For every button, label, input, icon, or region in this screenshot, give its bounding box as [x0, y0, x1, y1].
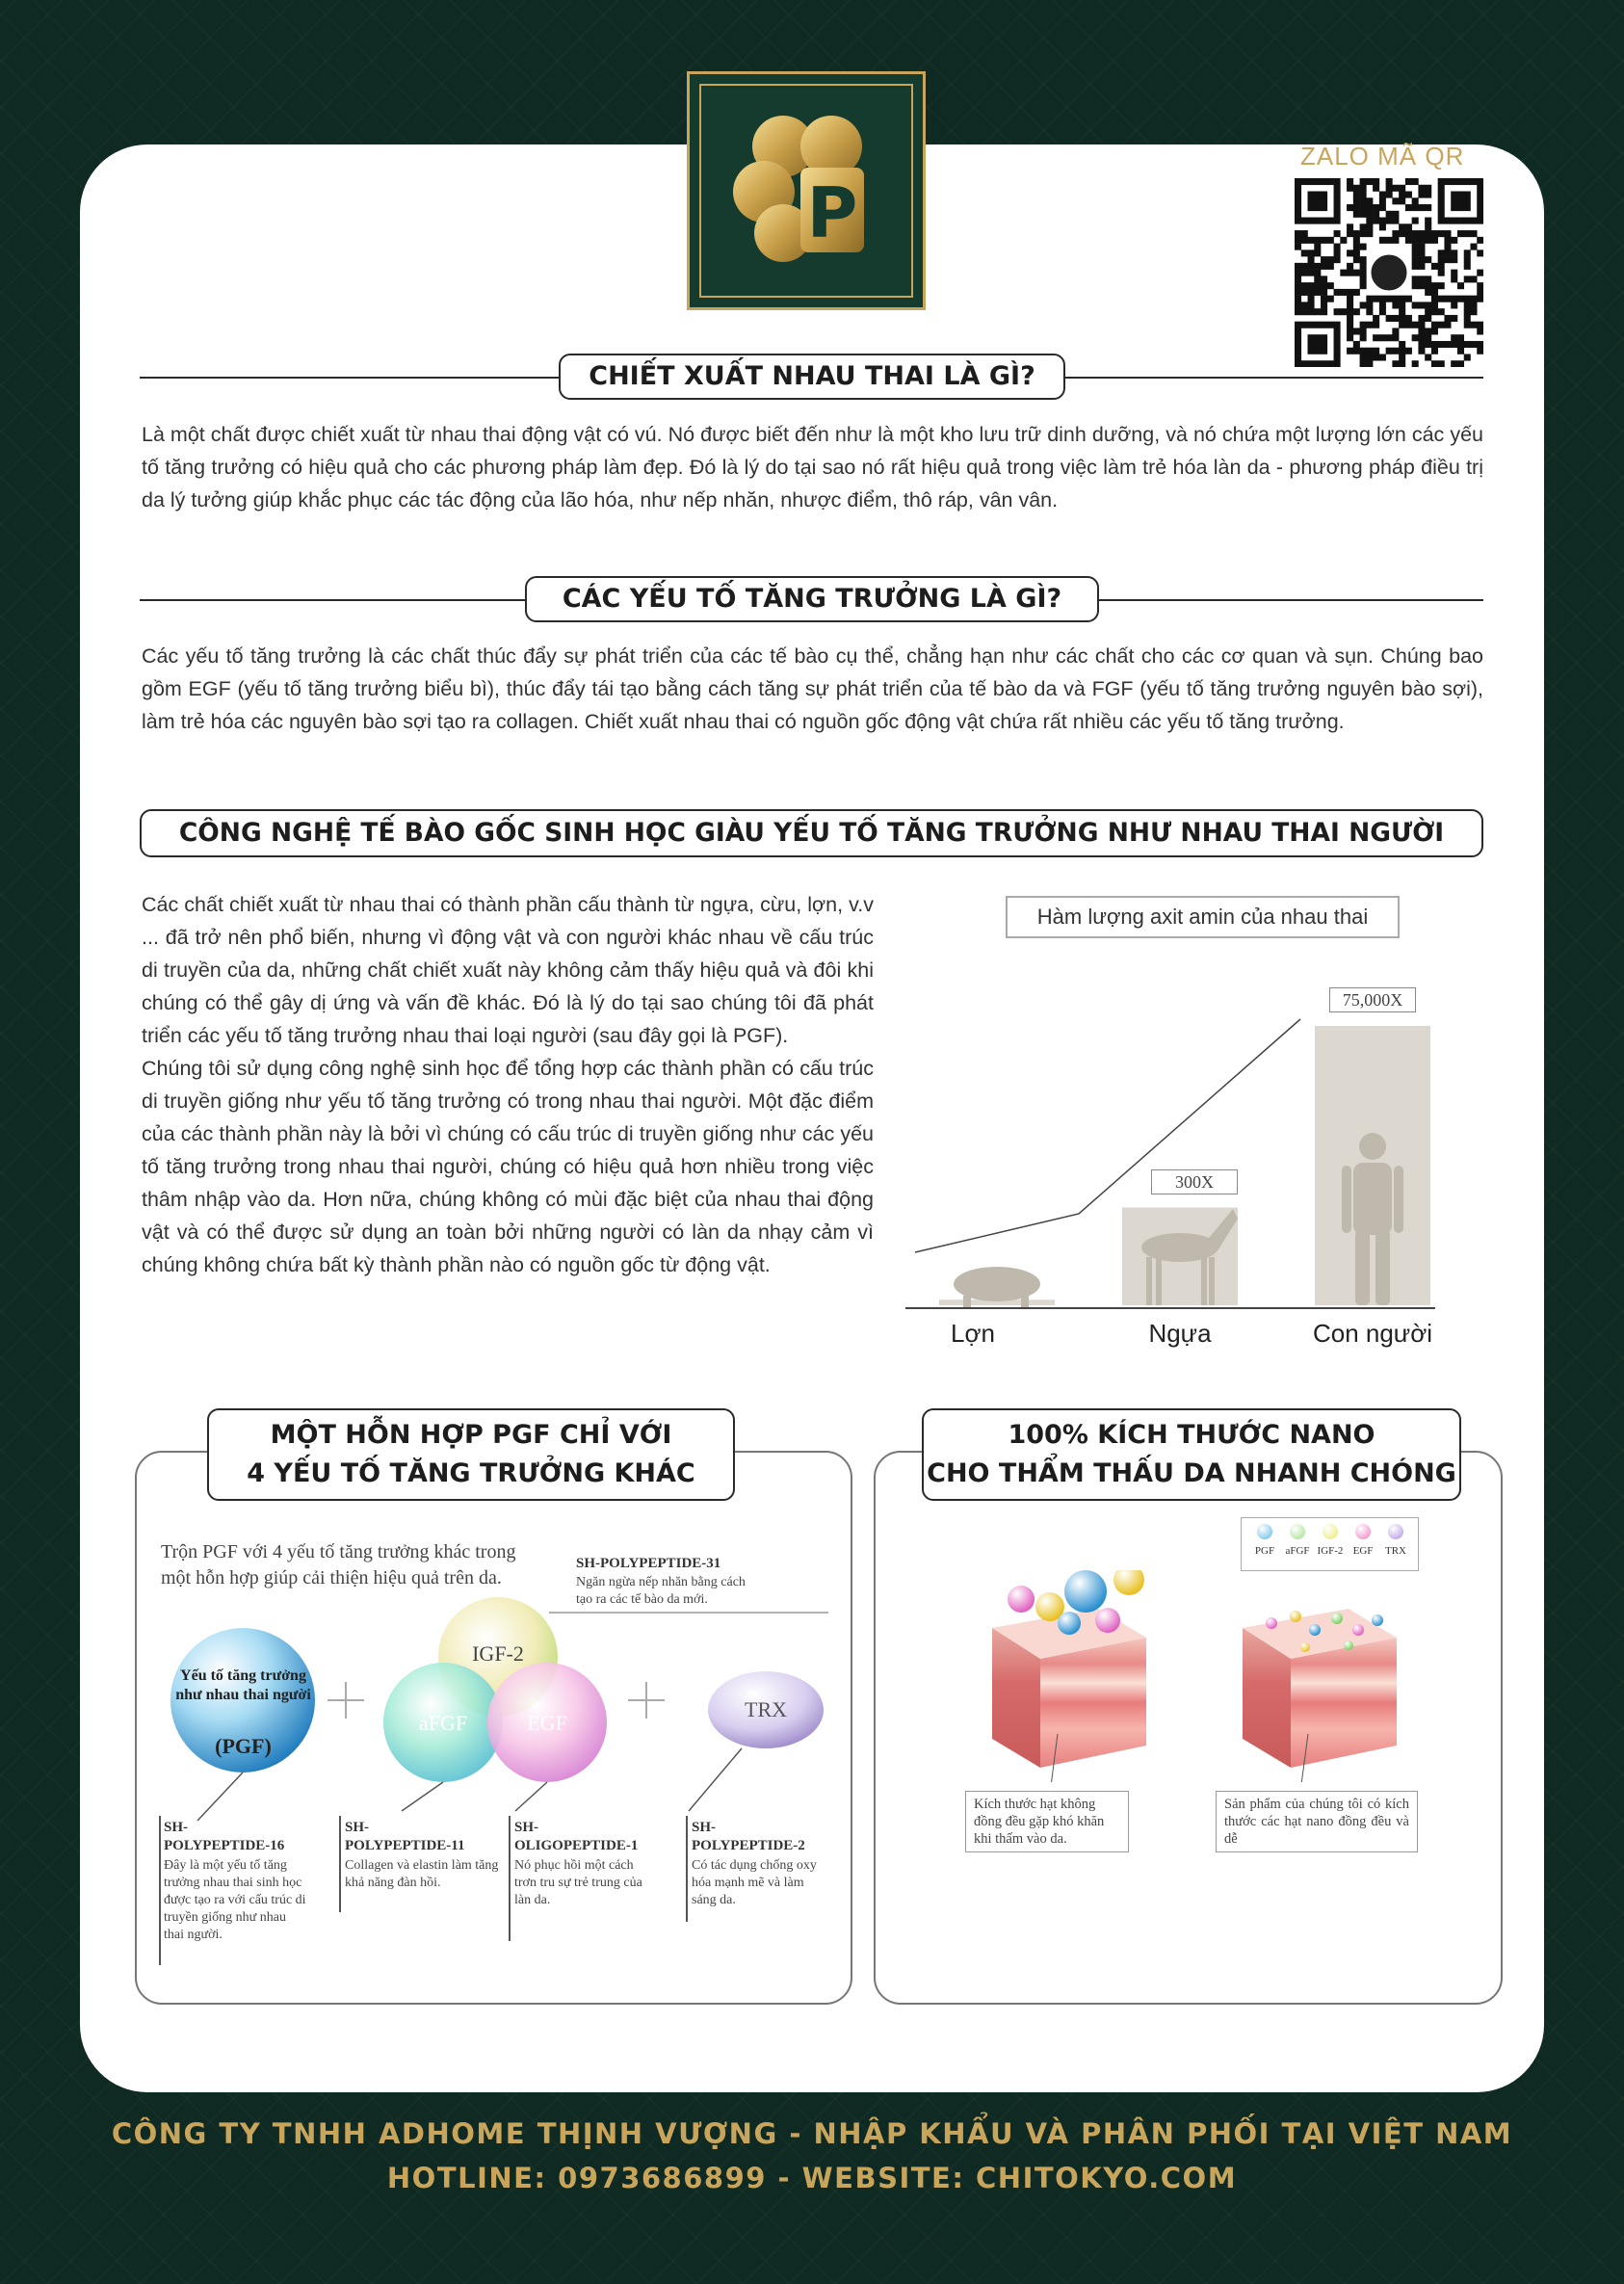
paragraph-growth-factors: Các yếu tố tăng trưởng là các chất thúc đẩy sự phát triển của các tế bào cụ thể, chẳng hạn như các chất cho các cơ quan và sụn. Chúng bao gồm EGF (yếu tố tăng trưởng biểu bì), thúc đẩy tái tạo bằng cách tăng sự phát triển của tế bào da và FGF (yếu tố tăng trưởng nguyên bào sợi), làm trẻ hóa các nguyên bào sợi tạo ra collagen. Chiết xuất nhau thai có nguồn gốc động vật chứa rất nhiều các yếu tố tăng trưởng.	[142, 644, 1483, 733]
paragraph-placenta-extract: Là một chất được chiết xuất từ nhau thai động vật có vú. Nó được biết đến như là một kho lưu trữ dinh dưỡng, và nó chứa một lượng lớn các yếu tố tăng trưởng có hiệu quả cho các phương pháp làm đẹp. Đó là lý do tại sao nó rất hiệu quả trong việc làm trẻ hóa làn da - phương pháp điều trị da lý tưởng giúp khắc phục các tác động của lão hóa, như nếp nhăn, nhược điểm, thô ráp, vân vân.	[142, 423, 1483, 512]
panel-pgf-mix-title: MỘT HỖN HỢP PGF CHỈ VỚI 4 YẾU TỐ TĂNG TRƯỞNG KHÁC	[207, 1408, 735, 1501]
peptide-11-desc: Collagen và elastin làm tăng khả năng đàn hồi.	[345, 1858, 499, 1890]
legend-dot-0	[1257, 1524, 1272, 1539]
peptide-31-name: SH-POLYPEPTIDE-31	[576, 1556, 721, 1571]
egf-label: EGF	[527, 1711, 567, 1735]
legend-label-3: EGF	[1352, 1545, 1374, 1557]
legend-label-1: aFGF	[1285, 1545, 1310, 1557]
igf2-label: IGF-2	[472, 1641, 524, 1666]
brand-logo	[687, 71, 926, 310]
pgf-intro-text: Trộn PGF với 4 yếu tố tăng trưởng khác trong một hỗn hợp giúp cải thiện hiệu quả trên da.	[161, 1541, 516, 1588]
pig-icon	[954, 1267, 1040, 1307]
peptide-16-name: SH- POLYPEPTIDE-16	[164, 1820, 285, 1853]
peptide-16-desc: Đây là một yếu tố tăng trưởng nhau thai sinh học được tạo ra với cấu trúc di truyền giống như nhau thai người.	[164, 1858, 306, 1942]
legend-dot-2	[1323, 1524, 1338, 1539]
pgf-abbr: (PGF)	[215, 1734, 272, 1758]
peptide-2-name: SH- POLYPEPTIDE-2	[692, 1820, 805, 1853]
chart-title: Hàm lượng axit amin của nhau thai	[1006, 896, 1400, 938]
value-label-2: 75,000X	[1329, 987, 1416, 1012]
peptide-11-name: SH- POLYPEPTIDE-11	[345, 1820, 465, 1853]
zalo-qr-code[interactable]	[1295, 178, 1483, 367]
legend-label-4: TRX	[1385, 1545, 1406, 1557]
heading-what-are-growth-factors: CÁC YẾU TỐ TĂNG TRƯỞNG LÀ GÌ?	[525, 576, 1099, 622]
heading-stem-cell-technology: CÔNG NGHỆ TẾ BÀO GỐC SINH HỌC GIÀU YẾU TỐ TĂNG TRƯỞNG NHƯ NHAU THAI NGƯỜI	[140, 809, 1483, 857]
x-label-2: Con người	[1312, 1319, 1433, 1348]
value-label-1: 300X	[1151, 1169, 1238, 1195]
note-uniform-nano-particles: Sản phẩm của chúng tôi có kích thước các hạt nano đồng đều và dễ	[1216, 1791, 1418, 1852]
trx-label: TRX	[745, 1697, 787, 1721]
note-uneven-particles: Kích thước hạt không đồng đều gặp khó khăn khi thấm vào da.	[965, 1791, 1129, 1852]
legend-label-2: IGF-2	[1317, 1545, 1344, 1557]
footer-company: CÔNG TY TNHH ADHOME THỊNH VƯỢNG - NHẬP KHẨU VÀ PHÂN PHỐI TẠI VIỆT NAM	[111, 2117, 1513, 2150]
x-label-0: Lợn	[951, 1319, 995, 1348]
oligopeptide-1-name: SH- OLIGOPEPTIDE-1	[514, 1820, 639, 1853]
qr-label: ZALO MÃ QR	[1300, 142, 1465, 171]
legend-dot-1	[1290, 1524, 1305, 1539]
peptide-31-desc: Ngăn ngừa nếp nhăn bằng cách tạo ra các tế bào da mới.	[576, 1575, 746, 1607]
legend-dot-4	[1388, 1524, 1403, 1539]
oligopeptide-1-desc: Nó phục hồi một cách trơn tru sự trẻ trung của làn da.	[514, 1858, 642, 1907]
peptide-2-desc: Có tác dụng chống oxy hóa mạnh mẽ và làm sáng da.	[692, 1858, 817, 1907]
legend-dot-3	[1355, 1524, 1371, 1539]
heading-what-is-placenta-extract: CHIẾT XUẤT NHAU THAI LÀ GÌ?	[559, 354, 1065, 400]
particle-legend	[1241, 1517, 1419, 1571]
afgf-label: aFGF	[418, 1711, 468, 1735]
panel-nano-size-title: 100% KÍCH THƯỚC NANO CHO THẨM THẤU DA NHANH CHÓNG	[922, 1408, 1461, 1501]
paragraph-stem-cell-technology: Các chất chiết xuất từ nhau thai có thành phần cấu thành từ ngựa, cừu, lợn, v.v ... đã trở nên phổ biến, nhưng vì động vật và con người khác nhau về cấu trúc di truyền của da, những chất chiết xuất này không cảm thấy hiệu quả và đôi khi chúng có thể gây dị ứng và vấn đề khác. Đó là lý do tại sao chúng tôi đã phát triển các yếu tố tăng trưởng nhau thai loại người (sau đây gọi là PGF). Chúng tôi sử dụng công nghệ sinh học để tổng hợp các thành phần có cấu trúc di truyền giống như yếu tố tăng trưởng có trong nhau thai người. Một đặc điểm của các thành phần này là bởi vì chúng có cấu trúc di truyền giống như các yếu tố tăng trưởng trong nhau thai người, chúng có hiệu quả hơn nhiều trong việc thâm nhập vào da. Hơn nữa, chúng không có mùi đặc biệt của nhau thai động vật và có thể được sử dụng an toàn bởi những người có làn da nhạy cảm vì chúng không chứa bất kỳ thành phần nào có nguồn gốc từ động vật.	[142, 893, 874, 1276]
legend-label-0: PGF	[1254, 1545, 1275, 1557]
x-label-1: Ngựa	[1148, 1319, 1212, 1348]
svg-text:P: P	[806, 172, 858, 253]
clover-p-logo-icon	[687, 71, 926, 310]
trend-line	[915, 1019, 1300, 1252]
footer-contact: HOTLINE: 0973686899 - WEBSITE: CHITOKYO.COM	[386, 2162, 1238, 2194]
skin-layer-illustrations	[963, 1570, 1483, 1782]
pgf-bubble-label: Yếu tố tăng trưởng như nhau thai người	[175, 1667, 311, 1703]
